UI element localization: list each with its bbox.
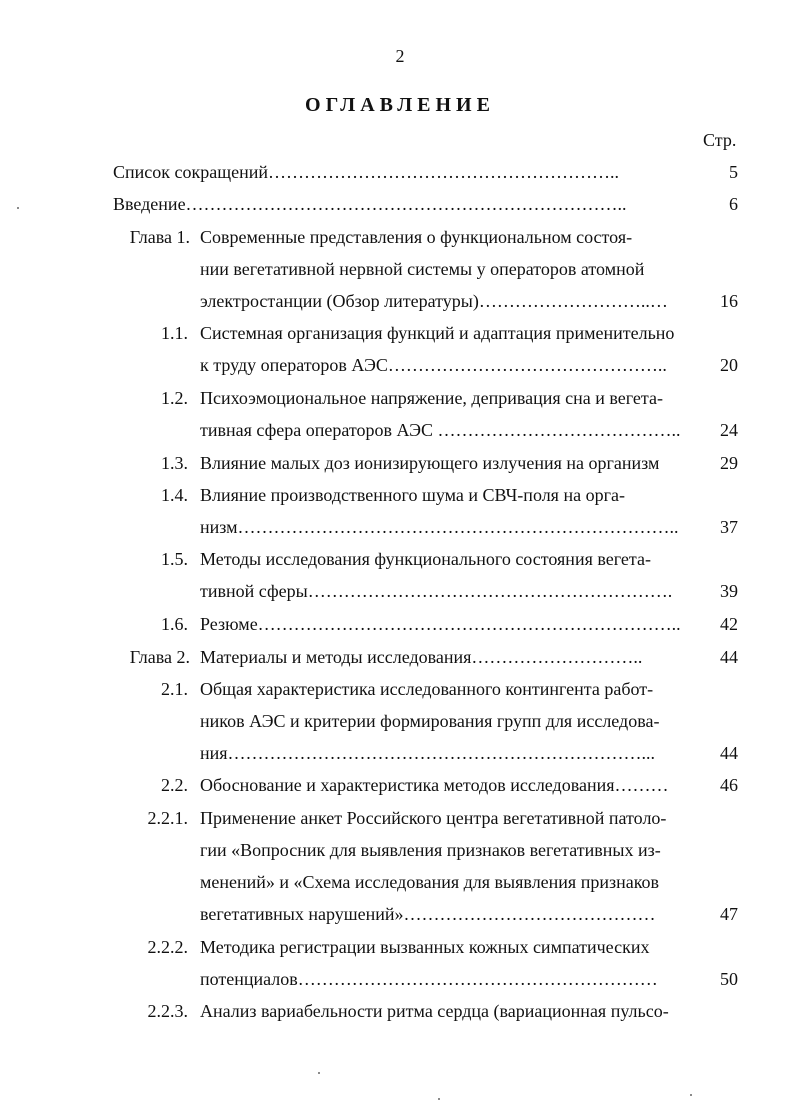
toc-entry-text: менений» и «Схема исследования для выявления признаков <box>200 872 660 892</box>
toc-entry-text: Резюме…………………………………………………………….. <box>200 614 681 634</box>
toc-entry-number: 1.4. <box>161 485 188 505</box>
toc-entry-page: 44 <box>720 647 738 667</box>
scan-speck <box>690 1094 692 1096</box>
toc-entry-text: нии вегетативной нервной системы у операторов атомной <box>200 259 645 279</box>
toc-entry-page: 37 <box>720 517 738 537</box>
toc-entry-text: Современные представления о функциональном состоя- <box>200 227 633 247</box>
toc-entry-text: Применение анкет Российского центра вегетативной патоло- <box>200 808 667 828</box>
page-column-header: Стр. <box>703 130 737 150</box>
toc-entry-text: Общая характеристика исследованного контингента работ- <box>200 679 654 699</box>
page-title: ОГЛАВЛЕНИЕ <box>305 94 495 116</box>
toc-entry-page: 39 <box>720 581 738 601</box>
scan-speck <box>318 1072 320 1074</box>
toc-entry-text: вегетативных нарушений»…………………………………… <box>200 904 656 924</box>
toc-entry-page: 47 <box>720 904 738 924</box>
toc-entry-page: 20 <box>720 355 738 375</box>
scan-speck <box>438 1098 440 1100</box>
toc-entry-text: потенциалов…………………………………………………… <box>200 969 658 989</box>
toc-entry-page: 46 <box>720 775 738 795</box>
toc-entry-number: 2.2.3. <box>147 1001 188 1021</box>
toc-entry-text: низм……………………………………………………………….. <box>200 517 679 537</box>
toc-entry-page: 5 <box>729 162 738 182</box>
toc-entry-text: Обоснование и характеристика методов исследования……… <box>200 775 669 795</box>
toc-entry-number: 2.2. <box>161 775 188 795</box>
toc-entry-text: Влияние производственного шума и СВЧ-поля на орга- <box>200 485 625 505</box>
toc-entry-text: Анализ вариабельности ритма сердца (вариационная пульсо- <box>200 1001 669 1021</box>
toc-entry-page: 44 <box>720 743 738 763</box>
toc-entry-text: гии «Вопросник для выявления признаков вегетативных из- <box>200 840 661 860</box>
toc-entry-number: 1.6. <box>161 614 188 634</box>
toc-entry-text: к труду операторов АЭС……………………………………….. <box>200 355 667 375</box>
toc-entry-number: Глава 2. <box>129 647 190 667</box>
toc-entry-number: 2.2.2. <box>147 937 188 957</box>
toc-entry-text: Материалы и методы исследования……………………….. <box>200 647 643 667</box>
page-number: 2 <box>395 46 405 66</box>
toc-entry-number: Глава 1. <box>129 227 190 247</box>
toc-entry-number: 1.2. <box>161 388 188 408</box>
toc-entry-page: 29 <box>720 453 738 473</box>
toc-entry-text: Список сокращений………………………………………………….. <box>113 162 619 182</box>
toc-entry-page: 50 <box>720 969 738 989</box>
toc-entry-text: ников АЭС и критерии формирования групп для исследова- <box>200 711 660 731</box>
toc-entry-page: 16 <box>720 291 738 311</box>
toc-entry-text: Методика регистрации вызванных кожных симпатических <box>200 937 650 957</box>
scan-speck <box>17 207 19 209</box>
toc-entry-text: электростанции (Обзор литературы)………………………..… <box>200 291 668 311</box>
toc-entry-number: 1.1. <box>161 323 188 343</box>
toc-entry-number: 2.2.1. <box>147 808 188 828</box>
toc-entry-page: 42 <box>720 614 738 634</box>
toc-entry-number: 1.3. <box>161 453 188 473</box>
toc-entry-text: ния……………………………………………………………... <box>200 743 656 763</box>
toc-entry-text: Методы исследования функционального состояния вегета- <box>200 549 651 569</box>
toc-entry-text: Введение……………………………………………………………….. <box>113 194 627 214</box>
toc-entry-page: 24 <box>720 420 738 440</box>
toc-entry-text: Влияние малых доз ионизирующего излучения на организм <box>200 453 660 473</box>
toc-entry-text: Системная организация функций и адаптация применительно <box>200 323 675 343</box>
toc-entry-text: Психоэмоциональное напряжение, депривация сна и вегета- <box>200 388 663 408</box>
toc-entry-text: тивная сфера операторов АЭС ………………………………….. <box>200 420 681 440</box>
toc-entry-page: 6 <box>729 194 738 214</box>
toc-entry-number: 2.1. <box>161 679 188 699</box>
toc-entry-text: тивной сферы……………………………………………………. <box>200 581 673 601</box>
toc-entry-number: 1.5. <box>161 549 188 569</box>
